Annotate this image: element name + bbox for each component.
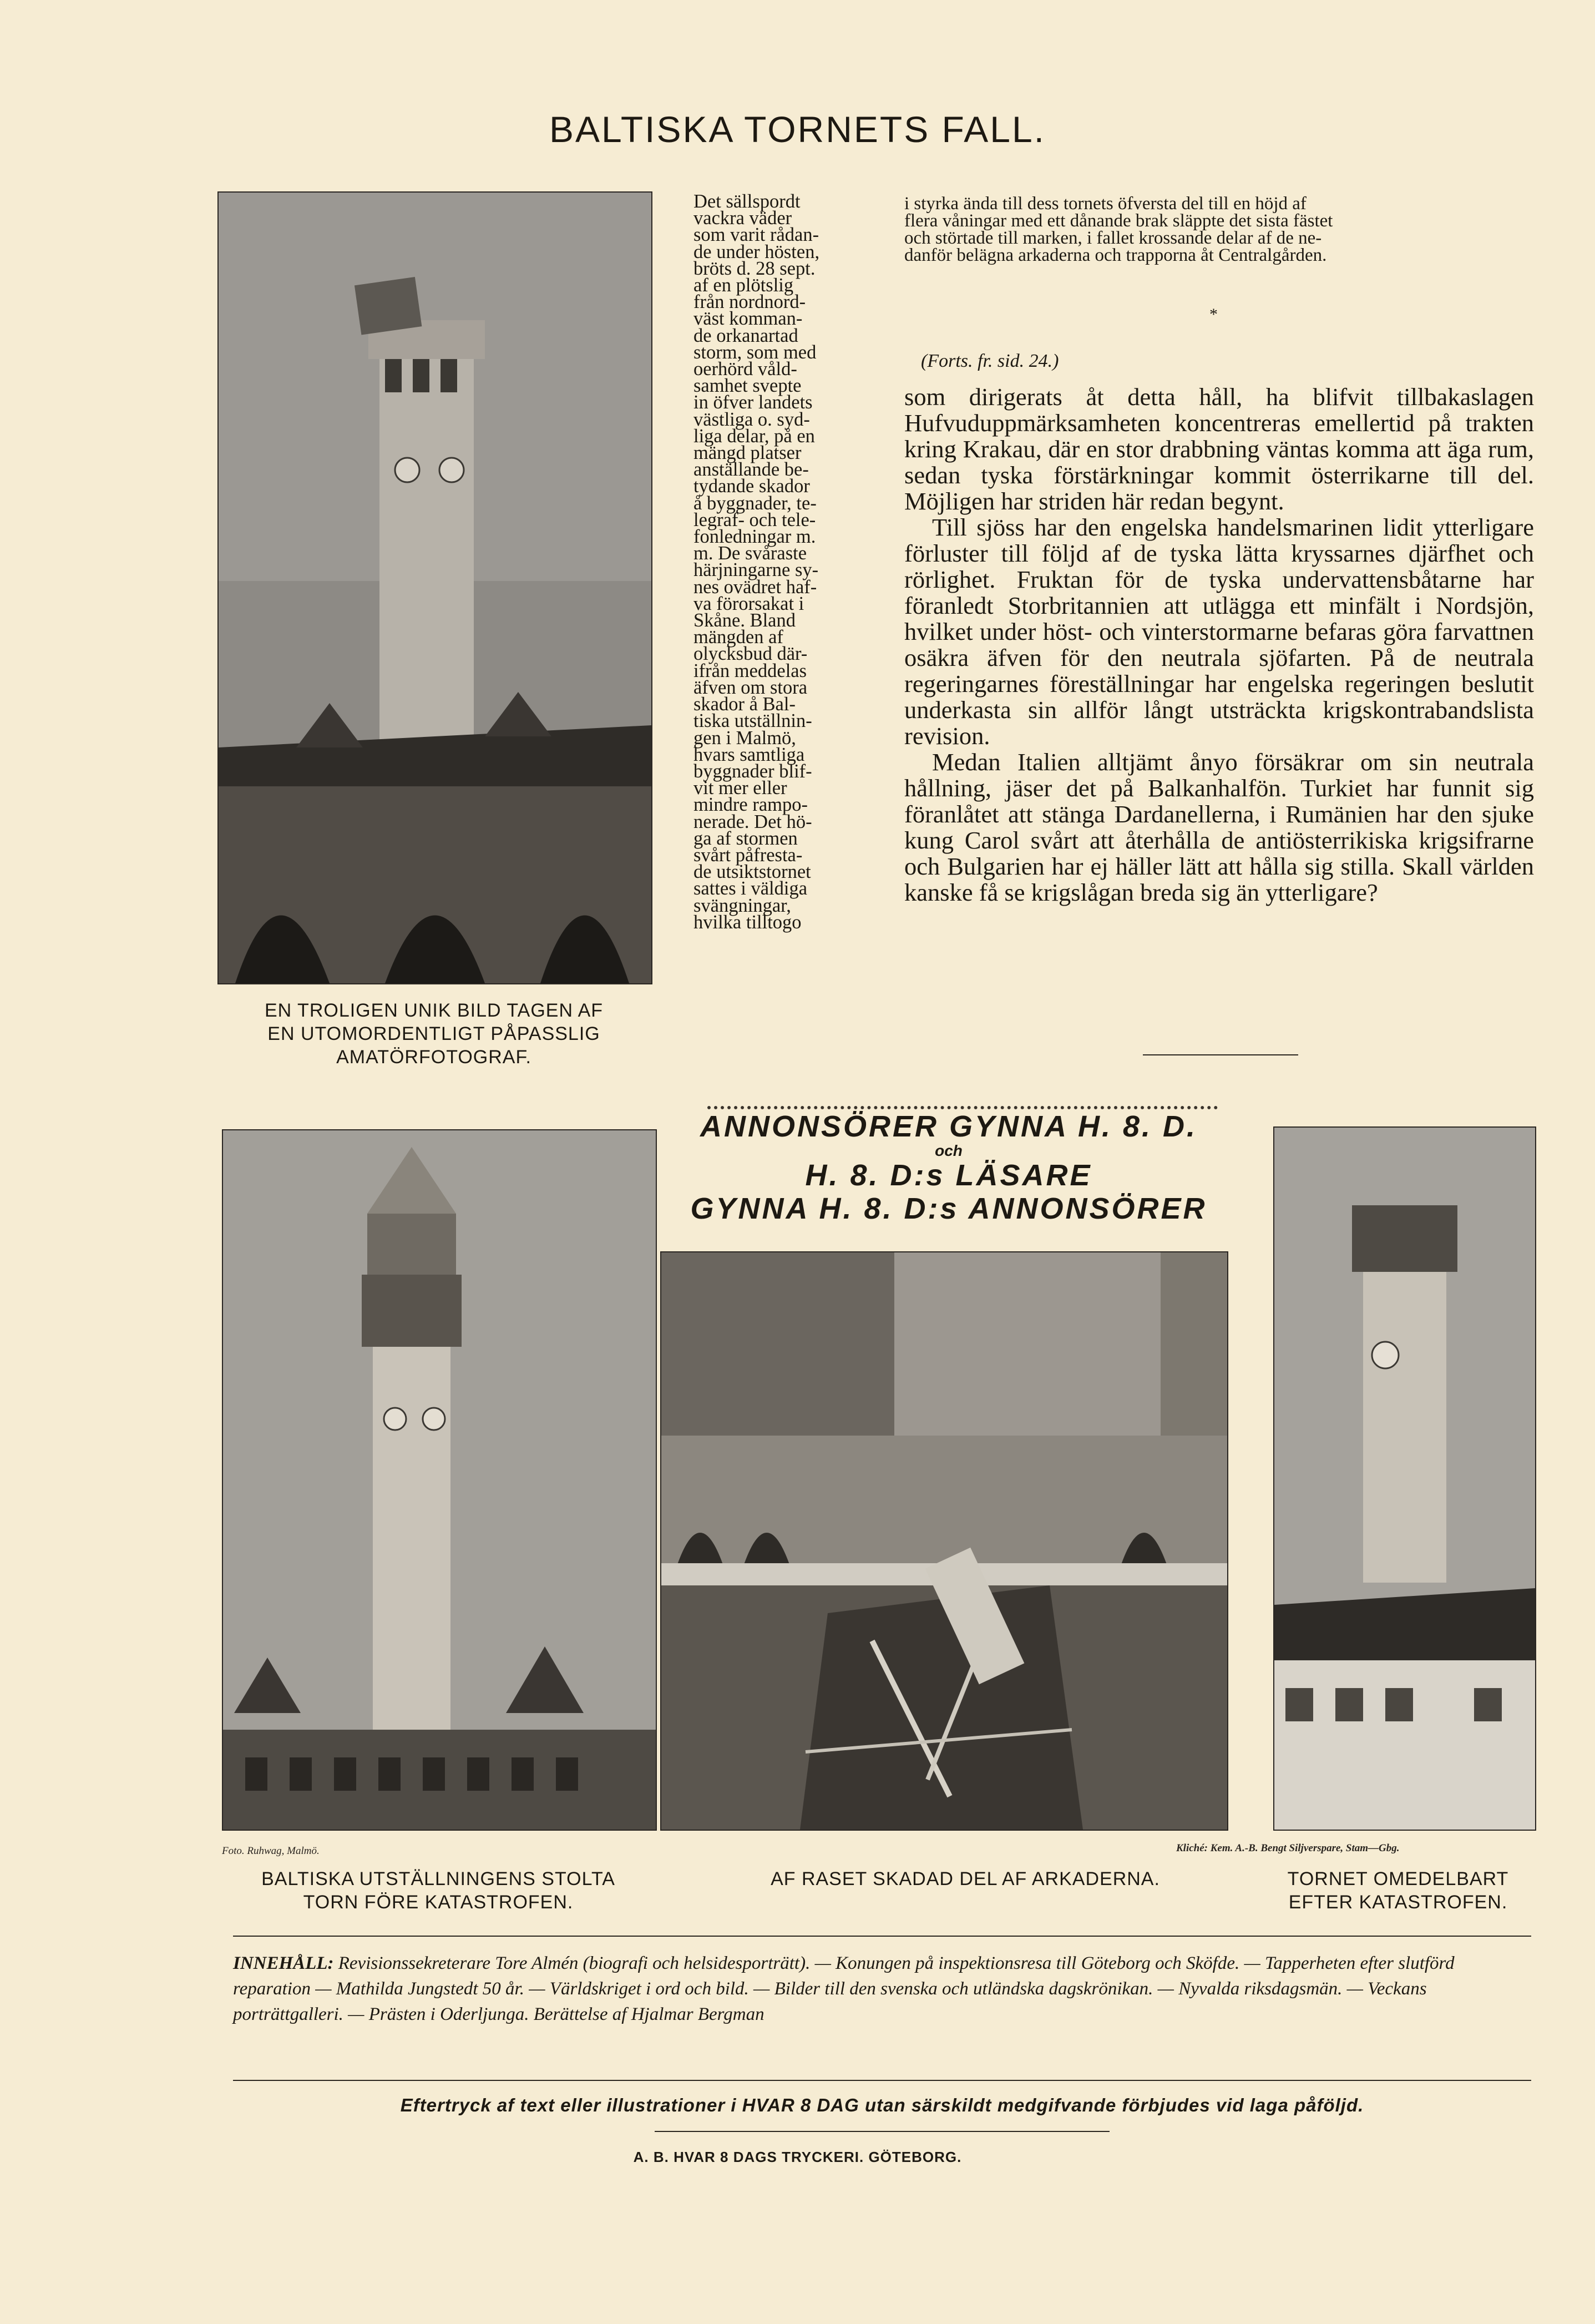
narrow-line: vit mer eller [693, 777, 787, 799]
narrow-line: mindre rampo- [693, 794, 808, 816]
contents-label: INNEHÅLL: [233, 1953, 334, 1973]
short-rule [1143, 1054, 1298, 1055]
ad-line: GYNNA H. 8. D:s ANNONSÖRER [690, 1192, 1207, 1225]
photo-tower-falling [217, 191, 652, 984]
narrow-line: Skåne. Bland [693, 610, 796, 631]
notice-rule [655, 2131, 1110, 2132]
photo-credit: Foto. Ruhwag, Malmö. [222, 1845, 320, 1857]
narrow-line: nes ovädret haf- [693, 576, 817, 598]
narrow-line: fonledningar m. [693, 526, 816, 548]
narrow-line: de orkanartad [693, 325, 798, 346]
page-title: BALTISKA TORNETS FALL. [549, 109, 1046, 150]
narrow-line: väst komman- [693, 308, 803, 330]
narrow-line: legraf- och tele- [693, 509, 816, 531]
paragraph: Medan Italien alltjämt ånyo försäkrar om sin neutrala hållning, jäser det på Balkanhalfön. Turkiet har funnit sig föranlåtet att stänga Dardanellerna, i Rumänien har den sjuke kung Carol svårt att återhålla de antiösterrikiska krigsifrarne och Bulgarien har ej häller lätt att hålla sig stilla. Skall världen kanske få se krigslågan breda sig än ytterligare? [904, 748, 1534, 906]
contents-top-rule [233, 1936, 1531, 1937]
contents-text: Revisionssekreterare Tore Almén (biografi och helsidesporträtt). — Konungen på inspektionsresa till Göteborg och Sköfde. — Tapperheten efter slutförd reparation — Mathilda Jungstedt 50 år. — Världskriget i ord och bild. — Bilder till den svenska och utländska dagskrönikan. — Nyvalda riksdagsmän. — Veckans porträttgalleri. — Prästen i Oderljunga. Berättelse af Hjalmar Bergman [233, 1953, 1455, 2024]
narrow-line: mängden af [693, 627, 783, 648]
paragraph: Till sjöss har den engelska handelsmarinen lidit ytterligare förluster till följd af de tyska lätta kryssarnes djärfhet och rörlighet. Fruktan för de tyska undervattensbåtarne har föranledt Storbritannien att utlägga ett minfält i Nordsjön, hvilket under höst- och vinterstormarne befaras göra farvattnen osäkra äfven för den neutrala sjöfarten. På de neutrala regeringarnes föreställningar har engelska regeringen beslutit underkasta sin allför långt utsträckta krigskontrabandslista revision. [904, 513, 1534, 750]
caption-top-left [206, 999, 661, 1069]
narrow-line: nerade. Det hö- [693, 811, 812, 832]
narrow-line: af en plötslig [693, 275, 794, 296]
contents-block [233, 1951, 1531, 2027]
narrow-line: bröts d. 28 sept. [693, 257, 816, 279]
narrow-line: storm, som med [693, 341, 817, 363]
narrow-line: de utsiktstornet [693, 861, 811, 883]
caption-bottom-middle [699, 1867, 1232, 1891]
narrow-line: svängningar, [693, 895, 791, 916]
narrow-line: va förorsakat i [693, 593, 804, 614]
photo-tower-before [222, 1129, 657, 1831]
caption-line: AMATÖRFOTOGRAF. [336, 1047, 531, 1068]
narrow-line: tydande skador [693, 476, 810, 497]
text-line: danför belägna arkaderna och trapporna åt Centralgården. [904, 245, 1327, 265]
article-body [904, 384, 1534, 906]
narrow-line: liga delar, på en [693, 425, 815, 447]
narrow-line: hvars samtliga [693, 744, 805, 765]
caption-bottom-left [200, 1867, 677, 1914]
narrow-line: de under hösten, [693, 241, 820, 262]
ad-och: och [935, 1142, 963, 1159]
narrow-line: oerhörd våld- [693, 358, 797, 380]
narrow-line: som varit rådan- [693, 224, 819, 246]
caption-line: TORNET OMEDELBART [1287, 1868, 1509, 1889]
caption-line: EN UTOMORDENTLIGT PÅPASSLIG [267, 1023, 600, 1044]
narrow-line: olycksbud där- [693, 643, 808, 665]
narrow-line: ifrån meddelas [693, 660, 807, 681]
narrow-line: sattes i väldiga [693, 878, 808, 900]
narrow-line: samhet svepte [693, 375, 802, 397]
narrow-line: härjningarne sy- [693, 559, 819, 581]
contents-bottom-rule [233, 2080, 1531, 2081]
narrow-line: Det sällspordt [693, 191, 801, 212]
cliche-credit: Kliché: Kem. A.-B. Bengt Siljverspare, Stam—Gbg. [1176, 1842, 1400, 1854]
narrow-line: västliga o. syd- [693, 408, 810, 430]
narrow-line: å byggnader, te- [693, 492, 817, 514]
ad-block [663, 1110, 1234, 1225]
photo-tower-after [1273, 1126, 1536, 1831]
caption-line: BALTISKA UTSTÄLLNINGENS STOLTA [261, 1868, 615, 1889]
narrow-line: svårt påfresta- [693, 844, 803, 866]
narrow-line: anställande be- [693, 459, 809, 481]
narrow-line: vackra väder [693, 208, 792, 229]
caption-line: EN TROLIGEN UNIK BILD TAGEN AF [264, 1000, 604, 1021]
ad-line: H. 8. D:s LÄSARE [805, 1159, 1092, 1192]
caption-bottom-right [1243, 1867, 1553, 1914]
narrow-line: in öfver landets [693, 392, 813, 413]
text-line: i styrka ända till dess tornets öfversta del till en höjd af [904, 194, 1307, 214]
ad-line: ANNONSÖRER GYNNA H. 8. D. [700, 1110, 1198, 1143]
caption-line: AF RASET SKADAD DEL AF ARKADERNA. [771, 1868, 1160, 1889]
text-line: och störtade till marken, i fallet krossande delar af de ne- [904, 228, 1322, 248]
copyright-notice: Eftertryck af text eller illustrationer i HVAR 8 DAG utan särskildt medgifvande förbjudes vid laga påföljd. [400, 2095, 1364, 2115]
narrow-line: äfven om stora [693, 676, 808, 698]
paragraph: som dirigerats åt detta håll, ha blifvit tillbakaslagen Hufvuduppmärksamheten koncentreras emellertid på trakten kring Krakau, där en stor drabbning väntas komma att äga rum, sedan tyska förstärkningar kommit österrikarne till del. Möjligen har striden här redan begynt. [904, 383, 1534, 515]
caption-line: TORN FÖRE KATASTROFEN. [303, 1892, 574, 1913]
narrow-line: från nordnord- [693, 291, 806, 313]
ad-top-rule [707, 1106, 1218, 1109]
narrow-line: skador å Bal- [693, 694, 796, 715]
printer-imprint: A. B. HVAR 8 DAGS TRYCKERI. GÖTEBORG. [633, 2149, 962, 2165]
narrow-line: byggnader blif- [693, 760, 812, 782]
narrow-line: tiska utställnin- [693, 710, 812, 732]
text-line: flera våningar med ett dånande brak släppte det sista fästet [904, 211, 1333, 231]
narrow-line: mängd platser [693, 442, 802, 464]
narrow-line: m. De svåraste [693, 543, 807, 564]
narrow-line: ga af stormen [693, 827, 798, 849]
narrow-text-column [693, 193, 854, 931]
small-paragraph [904, 195, 1531, 264]
narrow-line: hvilka tilltogo [693, 911, 802, 933]
photo-damaged-arcade [660, 1251, 1228, 1831]
star-divider: * [1209, 305, 1218, 324]
continued-note: (Forts. fr. sid. 24.) [921, 351, 1059, 371]
narrow-line: gen i Malmö, [693, 727, 796, 749]
caption-line: EFTER KATASTROFEN. [1288, 1892, 1508, 1913]
